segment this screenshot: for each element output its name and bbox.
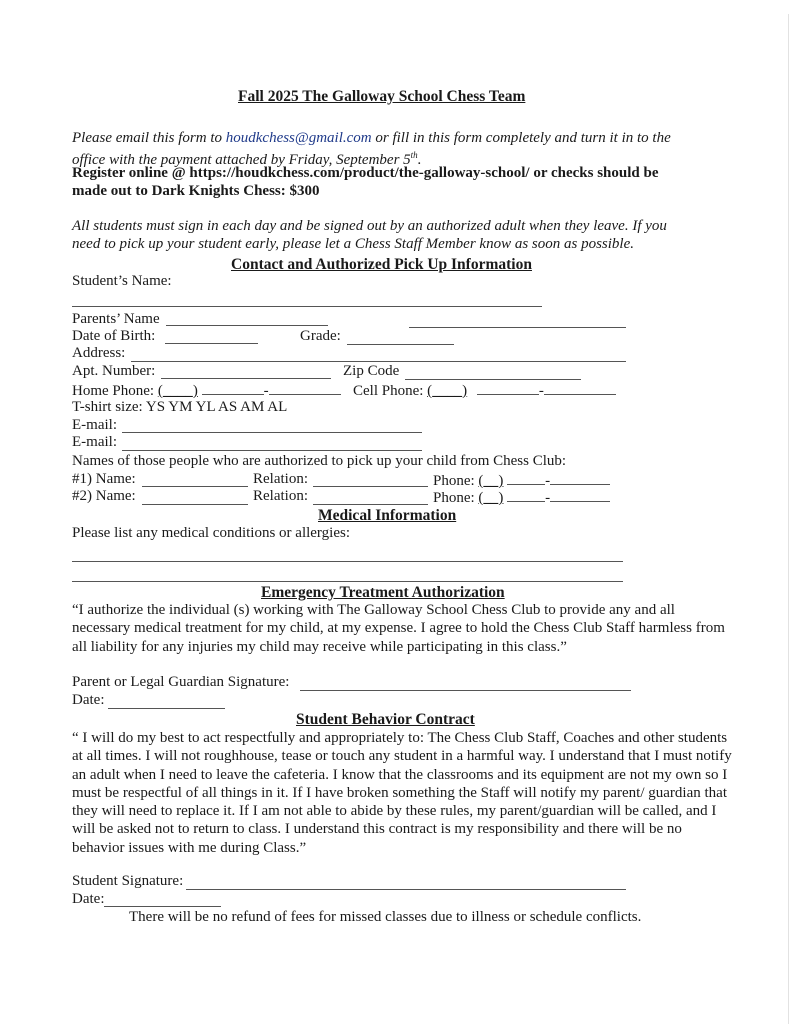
medical-prompt: Please list any medical conditions or allergies: <box>72 525 350 541</box>
home-phone-line-field[interactable] <box>269 381 341 395</box>
cell-phone-row <box>353 381 616 400</box>
authorized-1-prefix-field[interactable] <box>507 471 545 485</box>
authorized-1-relation-label: Relation: <box>253 471 308 487</box>
authorized-2-area-code[interactable]: (__) <box>478 490 504 506</box>
tshirt-row <box>72 399 287 416</box>
register-line-2: made out to Dark Knights Chess: $300 <box>72 183 320 199</box>
home-phone-label: Home Phone: <box>72 383 155 399</box>
authorized-1-line-field[interactable] <box>550 471 610 485</box>
guardian-signature-label: Parent or Legal Guardian Signature: <box>72 674 290 690</box>
dash: - <box>263 383 269 399</box>
emergency-heading: Emergency Treatment Authorization <box>261 584 505 601</box>
authorized-1-name-field[interactable] <box>142 486 248 487</box>
deadline-text: office with the payment attached by Friday, September 5 <box>72 152 411 168</box>
tshirt-option-yl[interactable]: YL <box>195 399 216 415</box>
email-label-2: E-mail: <box>72 434 117 450</box>
email-field-2[interactable] <box>122 450 422 451</box>
page-edge-line <box>788 14 789 1024</box>
student-name-label: Student’s Name: <box>72 273 172 289</box>
grade-field[interactable] <box>347 344 454 345</box>
dash: - <box>545 473 551 489</box>
medical-field-line-1[interactable] <box>72 561 623 562</box>
guardian-date-label: Date: <box>72 692 105 708</box>
tshirt-option-ys[interactable]: YS <box>145 399 166 415</box>
address-label: Address: <box>72 345 126 361</box>
home-phone-row <box>72 381 341 400</box>
cell-phone-area-code[interactable]: (____) <box>427 383 468 399</box>
email-field-1[interactable] <box>122 432 422 433</box>
authorized-2-relation-label: Relation: <box>253 488 308 504</box>
authorized-1-name-label: #1) Name: <box>72 471 136 487</box>
tshirt-option-al[interactable]: AL <box>267 399 288 415</box>
parent-name-field-2[interactable] <box>409 327 626 328</box>
email-link[interactable]: houdkchess@gmail.com <box>225 130 372 146</box>
guardian-date-field[interactable] <box>108 708 225 709</box>
home-phone-prefix-field[interactable] <box>202 381 264 395</box>
dash: - <box>545 490 551 506</box>
period: . <box>417 152 422 168</box>
tshirt-option-am[interactable]: AM <box>240 399 265 415</box>
tshirt-option-ym[interactable]: YM <box>168 399 193 415</box>
tshirt-option-as[interactable]: AS <box>218 399 238 415</box>
authorized-2-relation-field[interactable] <box>313 504 428 505</box>
contact-heading: Contact and Authorized Pick Up Information <box>231 256 532 273</box>
authorized-1-phone-label: Phone: <box>433 473 475 489</box>
student-signature-field[interactable] <box>186 889 626 890</box>
dob-label: Date of Birth: <box>72 328 156 344</box>
cell-phone-prefix-field[interactable] <box>477 381 539 395</box>
parent-name-field-1[interactable] <box>166 325 328 326</box>
address-field[interactable] <box>131 361 626 362</box>
behavior-text: “ I will do my best to act respectfully and appropriately to: The Chess Club Staff, Coaches and other students at all times. I will not roughhouse, tease or touch any student in a harmful way. I understand that I must notify an adult when I need to leave the cafeteria. I know that the classrooms and its equipment are not my own so I must be respectful of all things in it. If I have broken something the Staff will notify my parent/ guardian that they will need to replace it. If I am not able to abide by these rules, my parent/guardian will be called, and I will be asked not to return to class. I understand this contract is my responsibility and there will be no behavior issues with me during Class.” <box>72 730 732 856</box>
refund-note: There will be no refund of fees for missed classes due to illness or schedule conflicts. <box>129 909 642 925</box>
authorized-2-name-field[interactable] <box>142 504 248 505</box>
authorized-2-line-field[interactable] <box>550 488 610 502</box>
authorized-intro: Names of those people who are authorized to pick up your child from Chess Club: <box>72 453 567 469</box>
authorized-2-phone-label: Phone: <box>433 490 475 506</box>
student-signature-label: Student Signature: <box>72 873 184 889</box>
home-phone-area-code[interactable]: (____) <box>157 383 198 399</box>
student-name-field[interactable] <box>72 306 542 307</box>
grade-label: Grade: <box>300 328 341 344</box>
superscript: th <box>410 150 418 160</box>
cell-phone-line-field[interactable] <box>544 381 616 395</box>
authorized-2-name-label: #2) Name: <box>72 488 136 504</box>
zip-label: Zip Code <box>343 363 400 379</box>
tshirt-label: T-shirt size: <box>72 399 143 415</box>
intro-line-1 <box>72 130 671 147</box>
apt-label: Apt. Number: <box>72 363 156 379</box>
authorized-2-prefix-field[interactable] <box>507 488 545 502</box>
medical-field-line-2[interactable] <box>72 581 623 582</box>
medical-heading: Medical Information <box>318 507 457 524</box>
authorized-1-relation-field[interactable] <box>313 486 428 487</box>
dob-field[interactable] <box>165 343 258 344</box>
document-title: Fall 2025 The Galloway School Chess Team <box>238 88 526 105</box>
student-date-field[interactable] <box>104 906 221 907</box>
zip-field[interactable] <box>405 379 581 380</box>
emergency-text: “I authorize the individual (s) working with The Galloway School Chess Club to provide any and all necessary medical treatment for my child, at my expense. I agree to hold the Chess Club Staff harmless from all liability for any injuries my child may receive while participating in this class.” <box>72 602 725 655</box>
parents-name-label: Parents’ Name <box>72 311 160 327</box>
intro-text: Please email this form to <box>72 130 226 146</box>
authorized-2-phone-row <box>433 488 610 507</box>
behavior-heading: Student Behavior Contract <box>296 711 475 728</box>
student-date-label: Date: <box>72 891 105 907</box>
signin-line-2: need to pick up your student early, please let a Chess Staff Member know as soon as possible. <box>72 236 635 252</box>
cell-phone-label: Cell Phone: <box>353 383 424 399</box>
apt-field[interactable] <box>161 378 331 379</box>
register-line-1: Register online @ https://houdkchess.com/product/the-galloway-school/ or checks should be <box>72 165 659 181</box>
intro-text: or fill in this form completely and turn it in to the <box>371 130 671 146</box>
signin-line-1: All students must sign in each day and be signed out by an authorized adult when they leave. If you <box>72 218 667 234</box>
guardian-signature-field[interactable] <box>300 690 631 691</box>
authorized-1-area-code[interactable]: (__) <box>478 473 504 489</box>
dash: - <box>538 383 544 399</box>
email-label-1: E-mail: <box>72 417 117 433</box>
